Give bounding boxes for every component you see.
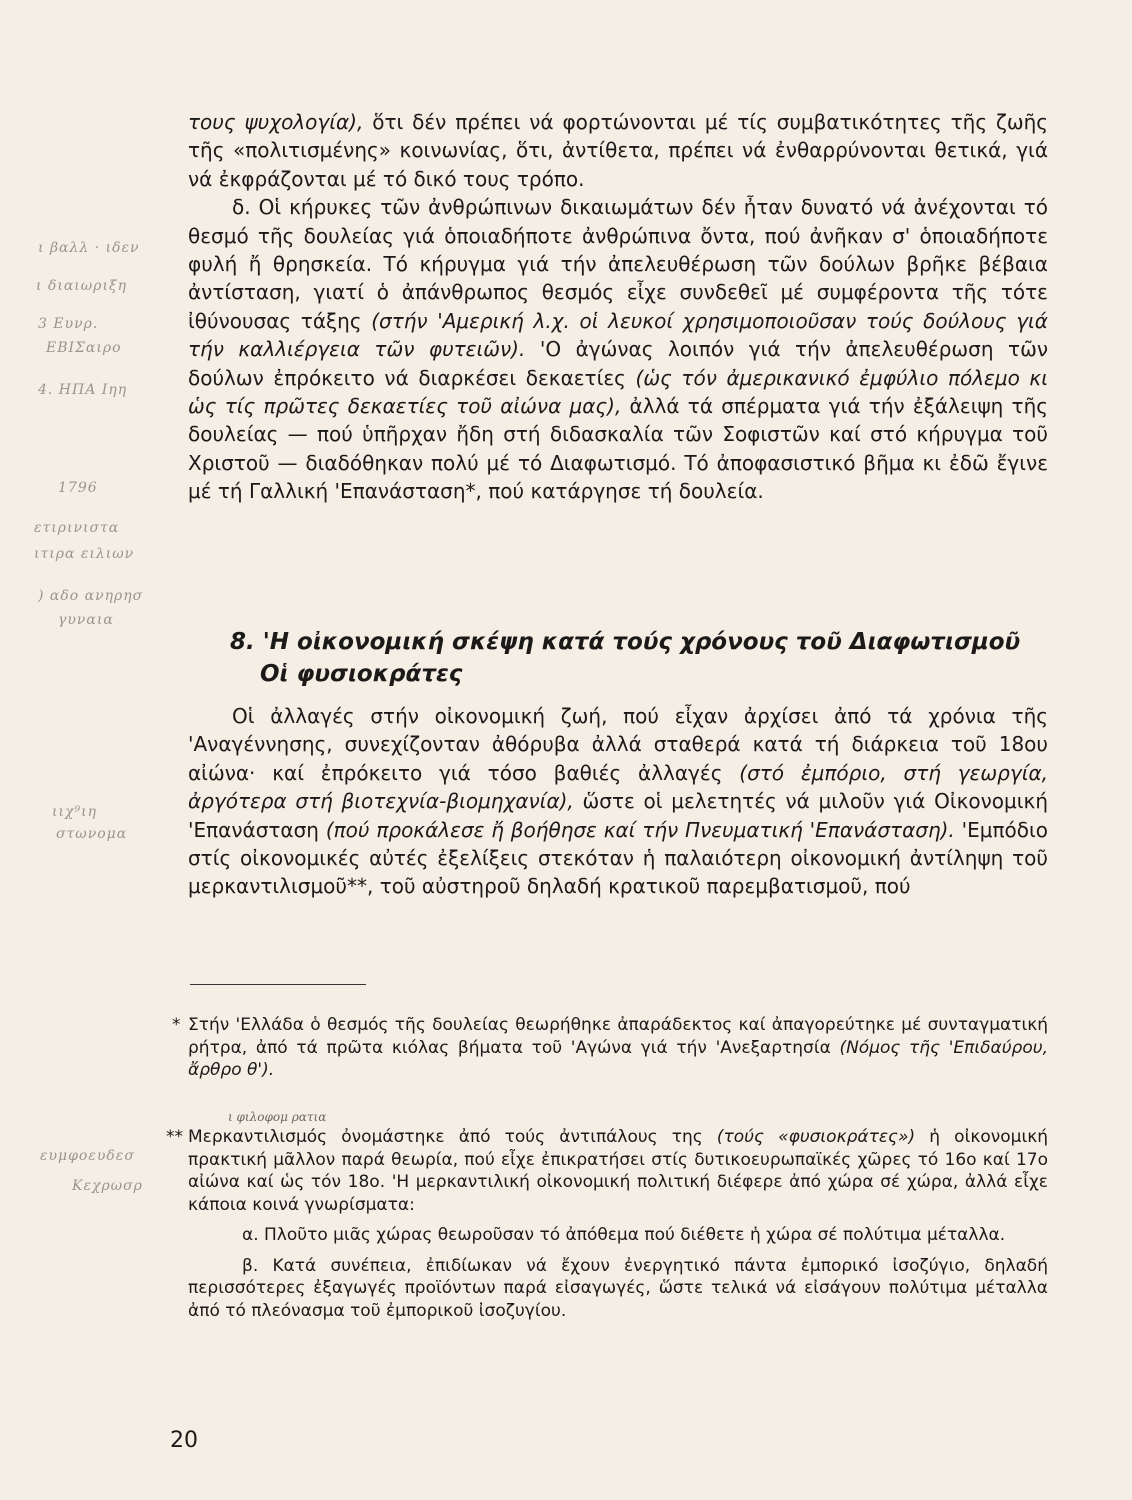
- margin-annotation: Κεχρωσρ: [72, 1178, 143, 1194]
- page-number: 20: [170, 1428, 198, 1453]
- margin-annotation: ιτιρα ειλιων: [34, 546, 135, 562]
- margin-annotation: γυναια: [58, 612, 114, 628]
- paragraph-1: [188, 108, 1048, 193]
- text-span: 'Ο ἀγώνας λοιπόν γιά τήν ἀπελευθέρωση τῶν δούλων ἐπρόκειτο νά διαρκέσει δεκαετίες: [188, 337, 1048, 390]
- footnote-2-item-a: α. Πλοῦτο μιᾶς χώρας θεωροῦσαν τό ἀπόθεμα πού διέθετε ἡ χώρα σέ πολύτιμα μέταλλα.: [242, 1225, 1006, 1245]
- text-span: Οἱ ἀλλαγές στήν οἰκονομική ζωή, πού εἶχαν ἀρχίσει ἀπό τά χρόνια τῆς 'Αναγέννησης, συνεχίζονταν ἀθόρυβα ἀλλά σταθερά κατά τή διάρκεια τοῦ 18ου αἰώνα· καί ἐπρόκειτο γιά τόσο βαθιές ἀλλαγές: [188, 704, 1048, 785]
- margin-annotation: στωνομα: [56, 826, 128, 842]
- margin-annotation: 1796: [58, 480, 98, 496]
- margin-annotation: ετιρινιστα: [34, 520, 120, 536]
- heading-line-2: Οἱ φυσιοκράτες: [260, 661, 463, 687]
- heading-line-1: 8. 'Η οἰκονομική σκέψη κατά τούς χρόνους τοῦ Διαφωτισμοῦ: [230, 629, 1021, 655]
- text-span: δ. Οἱ κήρυκες τῶν ἀνθρώπινων δικαιωμάτων δέν ἦταν δυνατό νά ἀνέχονται τό θεσμό τῆς δουλείας γιά ὁποιαδήποτε ἀνθρώπινα ὄντα, πού ἀνῆκαν σ' ὁποιαδήποτε φυλή ἤ θρησκεία. Τό κήρυγμα γιά τήν ἀπελευθέρωση τῶν δούλων βρῆκε βέβαια ἀντίσταση, γιατί ὁ ἀπάνθρωπος θεσμός εἶχε συνδεθεῖ μέ συμφέροντα τῆς τότε ἰθύνουσας τάξης: [188, 195, 1048, 333]
- italic-span: τους ψυχολογία),: [188, 110, 364, 134]
- margin-annotation: ΕΒΙΣαιρο: [46, 340, 122, 356]
- text-span: Στήν 'Ελλάδα ὁ θεσμός τῆς δουλείας θεωρήθηκε ἀπαράδεκτος καί ἀπαγορεύτηκε μέ συνταγματική ρήτρα, ἀπό τά πρῶτα κιόλας βήματα τοῦ 'Αγώνα γιά τήν 'Ανεξαρτησία: [188, 1015, 1048, 1058]
- footnote-2-intro: [188, 1126, 1048, 1216]
- footnote-2-item-b: β. Κατά συνέπεια, ἐπιδίωκαν νά ἔχουν ἐνεργητικό πάντα ἐμπορικό ἰσοζύγιο, δηλαδή περισσότερες ἐξαγωγές προϊόντων παρά εἰσαγωγές, ὥστε τελικά νά εἰσάγουν πολύτιμα μέταλλα ἀπό τό πλεόνασμα τοῦ ἐμπορικοῦ ἰσοζυγίου.: [188, 1255, 1048, 1321]
- body-text-2: [188, 702, 1048, 901]
- text-span: ὥστε οἱ μελετητές νά μιλοῦν γιά Οἰκονομική 'Επανάσταση: [188, 789, 1048, 842]
- italic-span: (Νόμος τῆς 'Επιδαύρου, ἄρθρο θ').: [188, 1037, 1048, 1080]
- body-text: [188, 108, 1048, 506]
- paragraph-2: [188, 193, 1048, 505]
- italic-span: (ὡς τόν ἀμερικανικό ἐμφύλιο πόλεμο κι ὡς τίς πρῶτες δεκαετίες τοῦ αἰώνα μας),: [188, 365, 1048, 419]
- margin-annotation: ιιχ⁹ιη: [52, 804, 97, 820]
- footnote-divider: [190, 984, 366, 985]
- margin-annotation: ευμφοευδεσ: [40, 1148, 135, 1164]
- text-span: Μερκαντιλισμός ὀνομάστηκε ἀπό τούς ἀντιπάλους της: [188, 1127, 717, 1147]
- margin-annotation: ι βαλλ · ιδεν: [38, 240, 140, 256]
- margin-annotation: ) αδο ανηρησ: [38, 588, 144, 604]
- margin-annotation: 4. ΗΠΑ Ιηη: [38, 382, 128, 398]
- text-span: ἡ οἰκονομική πρακτική μᾶλλον παρά θεωρία, πού εἶχε ἐπικρατήσει στίς δυτικοευρωπαϊκές χῶρες τό 16ο καί 17ο αἰώνα καί ὡς τόν 18ο. 'Η μερκαντιλική οἰκονομική πολιτική διέφερε ἀπό χώρα σέ χώρα, ἀλλά εἶχε κάποια κοινά γνωρίσματα:: [188, 1127, 1049, 1215]
- text-span: ἀλλά τά σπέρματα γιά τήν ἐξάλειψη τῆς δουλείας — πού ὑπῆρχαν ἤδη στή διδασκαλία τῶν Σοφιστῶν καί στό κήρυγμα τοῦ Χριστοῦ — διαδόθηκαν πολύ μέ τό Διαφωτισμό. Τό ἀποφασιστικό βῆμα κι ἐδῶ ἔγινε μέ τή Γαλλική 'Επανάσταση*, πού κατάργησε τή δουλεία.: [188, 394, 1049, 504]
- margin-annotation: 3 Ευνρ.: [38, 316, 99, 332]
- footnote-1: [172, 1014, 1048, 1082]
- footnote-2: [166, 1126, 1049, 1322]
- footnote-mark: *: [172, 1015, 181, 1035]
- text-span: 'Εμπόδιο στίς οἰκονομικές αὐτές ἐξελίξεις στεκόταν ἡ παλαιότερη οἰκονομική ἀντίληψη τοῦ μερκαντιλισμοῦ**, τοῦ αὐστηροῦ δηλαδή κρατικοῦ παρεμβατισμοῦ, πού: [188, 817, 1049, 899]
- margin-annotation: ι διαιωριξη: [36, 278, 128, 294]
- footnote-mark: **: [166, 1127, 183, 1147]
- paragraph-3: [188, 702, 1048, 901]
- italic-span: (τούς «φυσιοκράτες»): [716, 1127, 916, 1147]
- section-heading: [230, 626, 1050, 690]
- italic-span: (πού προκάλεσε ἤ βοήθησε καί τήν Πνευματική 'Επανάσταση).: [325, 817, 955, 842]
- italic-span: (στό ἐμπόριο, στή γεωργία, ἀργότερα στή βιοτεχνία-βιομηχανία),: [188, 760, 1048, 814]
- italic-span: (στήν 'Αμερική λ.χ. οἱ λευκοί χρησιμοποιοῦσαν τούς δούλους γιά τήν καλλιέργεια τῶν φυτειῶν).: [188, 308, 1048, 362]
- handwritten-note: ι φιλοφομ ρατια: [228, 1110, 327, 1124]
- text-span: ὅτι δέν πρέπει νά φορτώνονται μέ τίς συμβατικότητες τῆς ζωῆς τῆς «πολιτισμένης» κοινωνίας, ὅτι, ἀντίθετα, πρέπει νά ἐνθαρρύνονται θετικά, γιά νά ἐκφράζονται μέ τό δικό τους τρόπο.: [188, 110, 1048, 191]
